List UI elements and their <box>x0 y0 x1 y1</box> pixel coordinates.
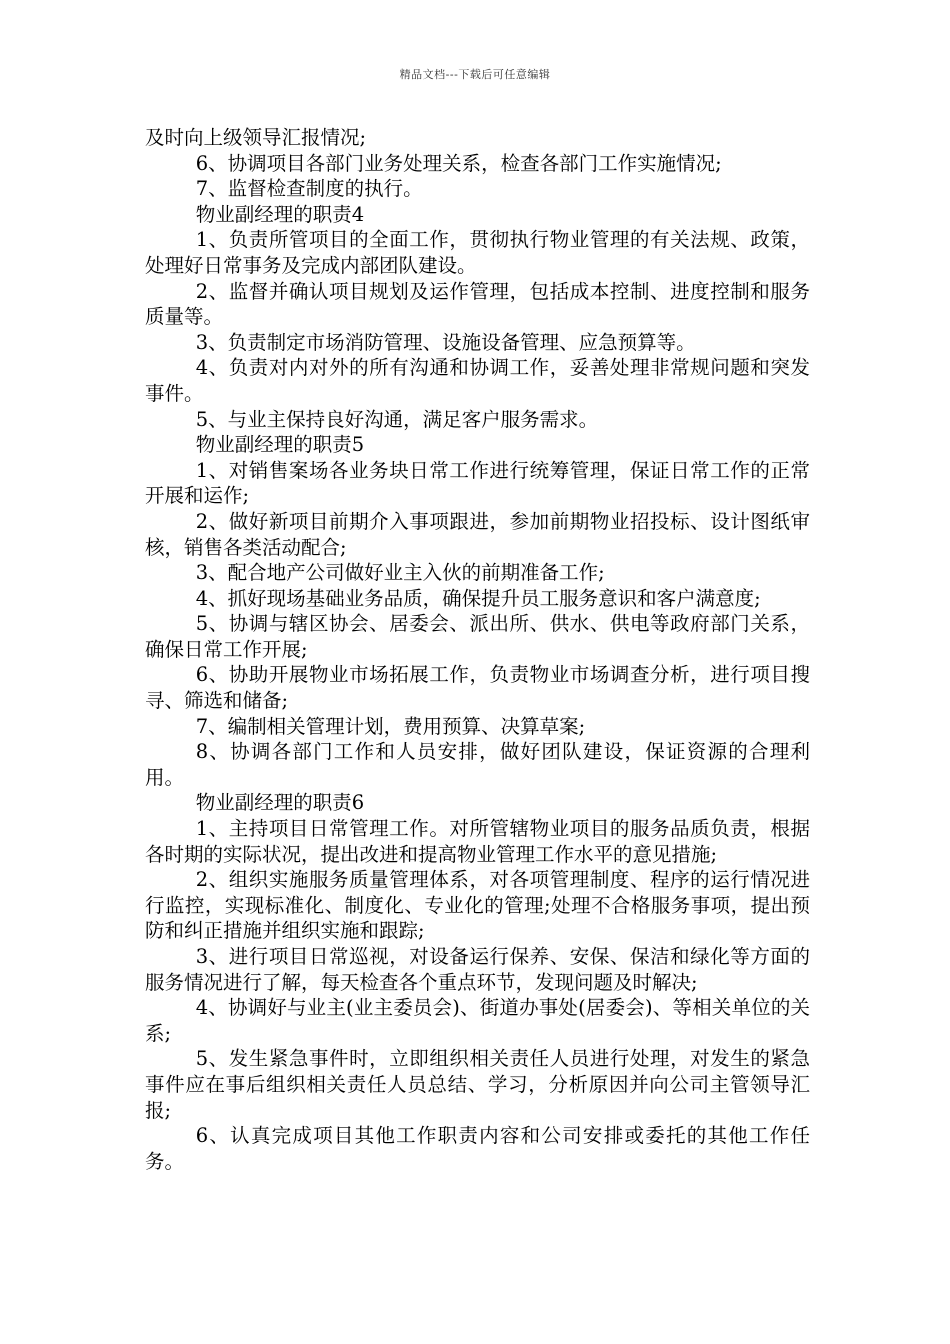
paragraph: 2、组织实施服务质量管理体系，对各项管理制度、程序的运行情况进行监控，实现标准化、制度化、专业化的管理;处理不合格服务事项，提出预防和纠正措施并组织实施和跟踪; <box>145 868 810 943</box>
paragraph: 4、抓好现场基础业务品质，确保提升员工服务意识和客户满意度; <box>195 586 761 610</box>
paragraph: 7、编制相关管理计划，费用预算、决算草案; <box>195 714 586 738</box>
paragraph: 5、协调与辖区协会、居委会、派出所、供水、供电等政府部门关系，确保日常工作开展; <box>145 612 810 661</box>
paragraph: 1、负责所管项目的全面工作，贯彻执行物业管理的有关法规、政策，处理好日常事务及完成内部团队建设。 <box>145 228 810 277</box>
paragraph: 6、协调项目各部门业务处理关系，检查各部门工作实施情况; <box>195 151 722 175</box>
paragraph: 7、监督检查制度的执行。 <box>195 177 423 201</box>
page-header: 精品文档---下载后可任意编辑 <box>399 68 551 81</box>
paragraph: 及时向上级领导汇报情况; <box>145 126 367 149</box>
paragraph: 3、进行项目日常巡视，对设备运行保养、安保、保洁和绿化等方面的服务情况进行了解，每天检查各个重点环节，发现问题及时解决; <box>145 945 810 994</box>
paragraph: 物业副经理的职责4 <box>195 202 365 226</box>
paragraph: 1、主持项目日常管理工作。对所管辖物业项目的服务品质负责，根据各时期的实际状况，提出改进和提高物业管理工作水平的意见措施; <box>145 817 810 866</box>
paragraph: 2、做好新项目前期介入事项跟进，参加前期物业招投标、设计图纸审核，销售各类活动配合; <box>145 509 810 559</box>
paragraph: 1、对销售案场各业务块日常工作进行统筹管理，保证日常工作的正常开展和运作; <box>145 458 810 508</box>
paragraph: 3、配合地产公司做好业主入伙的前期准备工作; <box>195 561 605 585</box>
paragraph: 物业副经理的职责6 <box>195 791 365 815</box>
paragraph: 4、协调好与业主(业主委员会)、街道办事处(居委会)、等相关单位的关系; <box>145 996 810 1045</box>
paragraph: 物业副经理的职责5 <box>195 433 365 457</box>
paragraph: 4、负责对内对外的所有沟通和协调工作，妥善处理非常规问题和突发事件。 <box>145 356 810 405</box>
paragraph: 6、协助开展物业市场拓展工作，负责物业市场调查分析，进行项目搜寻、筛选和储备; <box>145 663 810 713</box>
paragraph: 2、监督并确认项目规划及运作管理，包括成本控制、进度控制和服务质量等。 <box>145 279 810 329</box>
paragraph: 6、认真完成项目其他工作职责内容和公司安排或委托的其他工作任务。 <box>145 1124 810 1173</box>
document-body <box>145 125 810 1174</box>
paragraph: 5、发生紧急事件时，立即组织相关责任人员进行处理，对发生的紧急事件应在事后组织相关责任人员总结、学习，分析原因并向公司主管领导汇报; <box>145 1047 810 1122</box>
paragraph: 3、负责制定市场消防管理、设施设备管理、应急预算等。 <box>195 330 696 354</box>
paragraph: 8、协调各部门工作和人员安排，做好团队建设，保证资源的合理利用。 <box>145 740 810 789</box>
paragraph: 5、与业主保持良好沟通，满足客户服务需求。 <box>195 407 599 431</box>
